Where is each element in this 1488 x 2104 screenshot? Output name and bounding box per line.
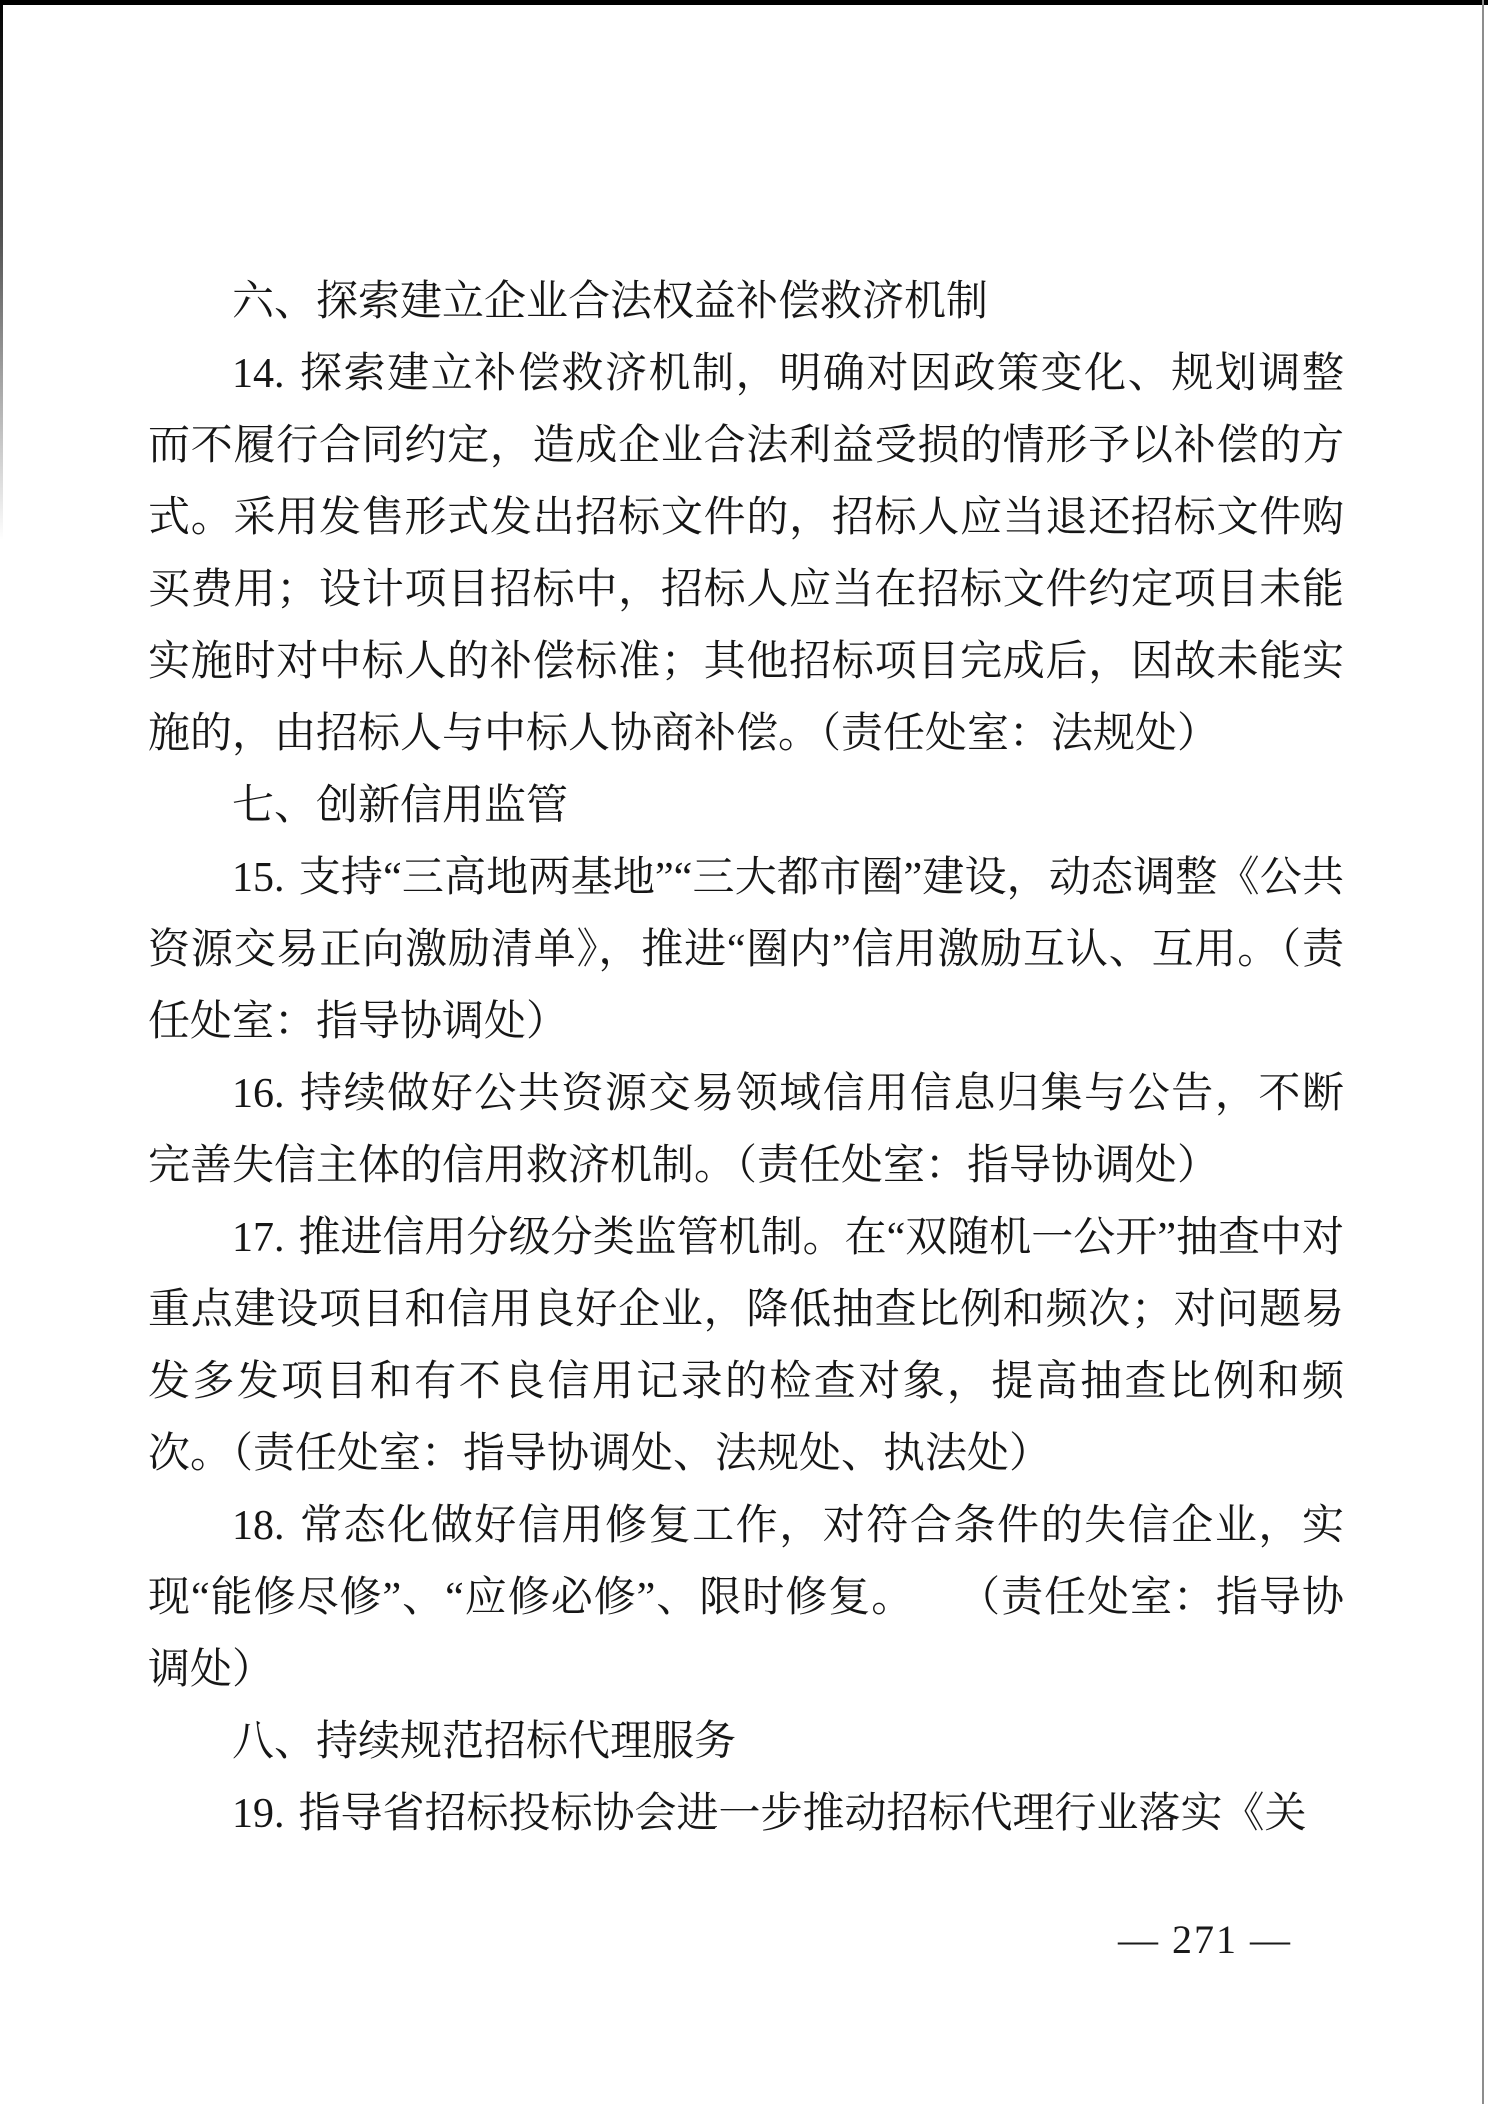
heading-text: 六、探索建立企业合法权益补偿救济机制 xyxy=(232,279,989,325)
document-body xyxy=(148,266,1344,1850)
paragraph xyxy=(148,338,1344,770)
heading-text: 八、持续规范招标代理服务 xyxy=(232,1719,737,1765)
paragraph-number: 14. xyxy=(232,351,285,397)
page-number: — 271 — xyxy=(1118,1917,1292,1962)
paragraph-text: 探索建立补偿救济机制，明确对因政策变化、规划调整而不履行合同约定，造成企业合法利益受损的情形予以补偿的方式。采用发售形式发出招标文件的，招标人应当退还招标文件购买费用；设计项目招标中，招标人应当在招标文件约定项目未能实施时对中标人的补偿标准；其他招标项目完成后，因故未能实施的，由招标人与中标人协商补偿。（责任处室：法规处） xyxy=(148,351,1344,757)
paragraph-text: 推进信用分级分类监管机制。在“双随机一公开”抽查中对重点建设项目和信用良好企业，降低抽查比例和频次；对问题易发多发项目和有不良信用记录的检查对象，提高抽查比例和频次。（责任处室：指导协调处、法规处、执法处） xyxy=(148,1215,1344,1477)
scan-right-edge-line xyxy=(1482,0,1484,2104)
scan-top-edge-line xyxy=(0,0,1488,5)
paragraph-text: 常态化做好信用修复工作，对符合条件的失信企业，实现“能修尽修”、“应修必修”、限时修复。 （责任处室：指导协调处） xyxy=(148,1503,1344,1693)
paragraph-number: 17. xyxy=(232,1215,285,1261)
section-heading xyxy=(148,266,1344,338)
paragraph xyxy=(148,1202,1344,1490)
paragraph xyxy=(148,842,1344,1058)
section-heading xyxy=(148,770,1344,842)
paragraph-number: 15. xyxy=(232,855,285,901)
paragraph-number: 18. xyxy=(232,1503,285,1549)
paragraph-text: 支持“三高地两基地”“三大都市圈”建设，动态调整《公共资源交易正向激励清单》，推进“圈内”信用激励互认、互用。（责任处室：指导协调处） xyxy=(148,855,1344,1045)
paragraph-number: 19. xyxy=(232,1791,285,1837)
paragraph xyxy=(148,1490,1344,1706)
paragraph-text: 指导省招标投标协会进一步推动招标代理行业落实《关 xyxy=(298,1791,1307,1837)
paragraph xyxy=(148,1058,1344,1202)
paragraph-text: 持续做好公共资源交易领域信用信息归集与公告，不断完善失信主体的信用救济机制。（责任处室：指导协调处） xyxy=(148,1071,1344,1189)
scan-left-edge-line xyxy=(0,0,3,540)
paragraph xyxy=(148,1778,1344,1850)
heading-text: 七、创新信用监管 xyxy=(232,783,569,829)
section-heading xyxy=(148,1706,1344,1778)
paragraph-number: 16. xyxy=(232,1071,285,1117)
